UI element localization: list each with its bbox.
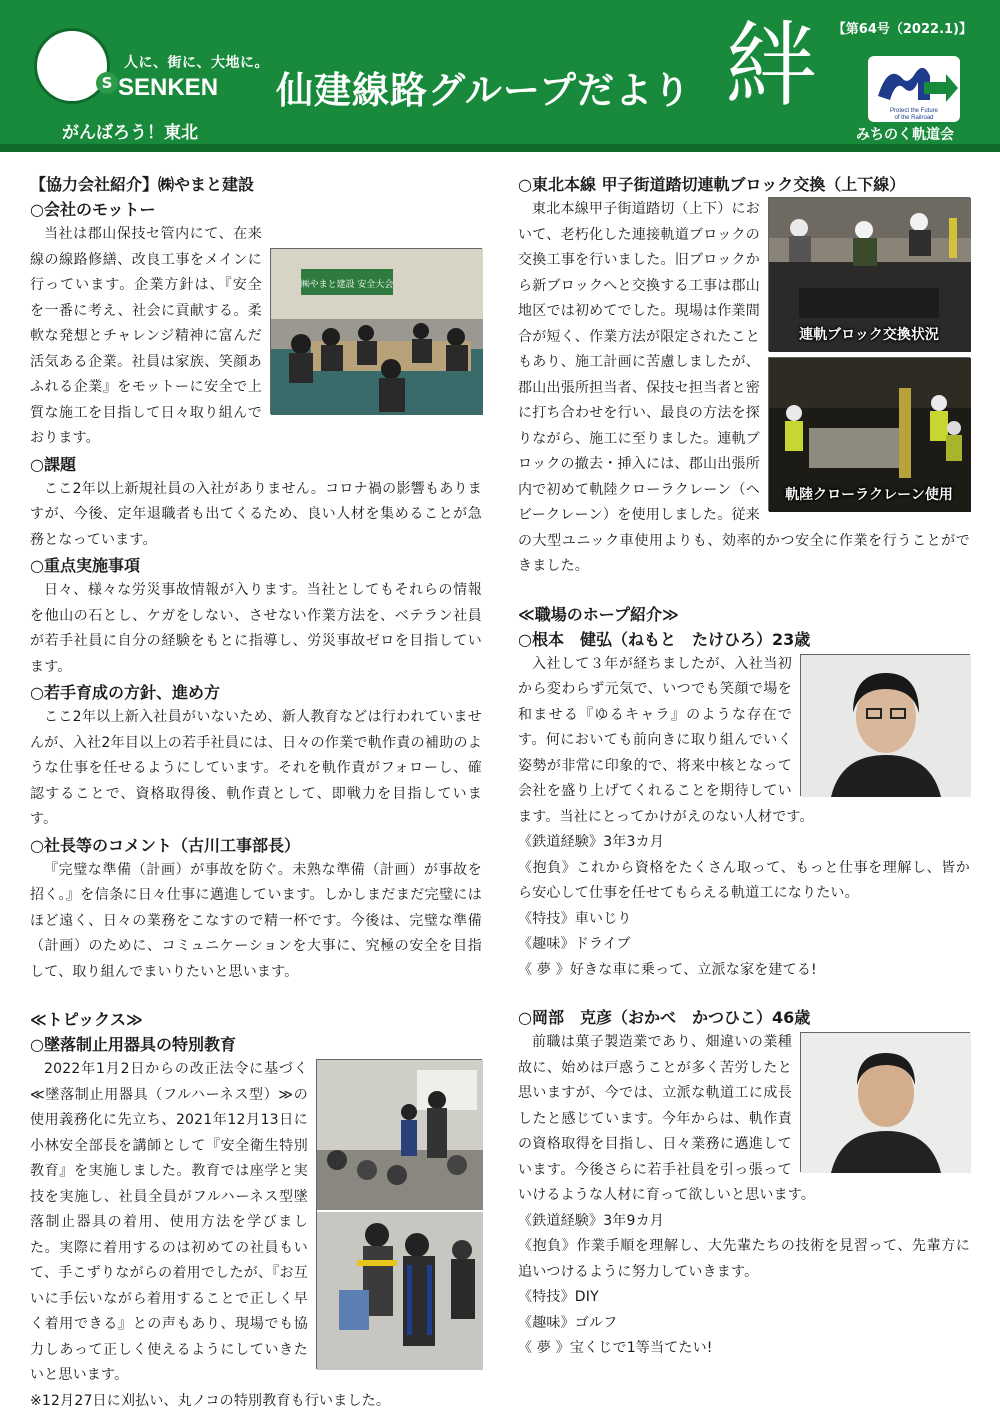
- nemoto-portrait: [800, 654, 970, 796]
- block-photos: [768, 197, 970, 511]
- profile1-text: 入社して３年が経ちましたが、入社当初から変わらず元気で、いつでも笑顔で場を和ませる『ゆるキャラ』のような存在です。何においても前向きに取り組んでいく姿勢が非常に印象的で、将来中核となって会社を盛り上げてくれることを期待しています。当社にとってかけがえのない人材です。: [518, 652, 970, 831]
- profile1-dream: 《 夢 》好きな車に乗って、立派な家を建てる!: [518, 958, 970, 984]
- profile1-heading: ○根本 健弘（ねもと たけひろ）23歳: [518, 627, 970, 652]
- president-text: 『完璧な準備（計画）が事故を防ぐ。未熟な準備（計画）が事故を招く。』を信条に日々仕事に邁進しています。しかしまだまだ完璧にはほど遠く、日々の業務をこなすので精一杯です。今後は、完璧な準備（計画）のために、コミュニケーションを大事に、究極の安全を目指して、取り組んでまいりたいと思います。: [30, 858, 482, 986]
- block-replacement-text: 東北本線甲子街道踏切（上下）において、老朽化した連接軌道ブロックの交換工事を行いました。旧ブロックから新ブロックへと交換する工事は郡山地区では初めてでした。現場は作業間合が短く、作業方法が限定されたこともあり、施工計画に苦慮しましたが、郡山出張所担当者、保技セ担当者と密に打ち合わせを行い、最良の方法を探りながら、施工に至りました。連軌ブロックの撤去・挿入には、郡山出張所内で初めて軌陸クローラクレーン（ヘビークレーン）を使用しました。従来の大型ユニック車使用よりも、効率的かつ安全に作業を行うことができました。: [518, 197, 970, 580]
- senken-logo: [34, 28, 110, 104]
- company-name: SENKEN: [118, 74, 218, 102]
- focus-heading: ○重点実施事項: [30, 553, 482, 578]
- photo-caption-crane: 軌陸クローラクレーン使用: [769, 484, 969, 504]
- profile1-hobby: 《趣味》ドライブ: [518, 932, 970, 958]
- profile1-goal: 《抱負》これから資格をたくさん取って、もっと仕事を理解し、皆から安心して仕事を任せてもらえる軌道工になりたい。: [518, 856, 970, 907]
- fall-arrest-text: 2022年1月2日からの改正法令に基づく≪墜落制止用器具（フルハーネス型）≫の使用義務化に先立ち、2021年12月13日に小林安全部長を講師として『安全衛生特別教育』を実施しました。教育では座学と実技を実施し、社員全員がフルハーネス型墜落制止器具の着用、使用方法を学びました。実際に着用するのは初めての社員もいて、手こずりながらの着用でしたが、『お互いに手伝いながら着用することで正しく早く着用できる』との声もあり、現場でも協力しあって正しく使えるようにしていきたいと思います。: [30, 1057, 482, 1389]
- youth-text: ここ2年以上新入社員がいないため、新人教育などは行われていませんが、入社2年目以上の若手社員には、日々の作業で軌作責の補助のような仕事を任せるようにしています。それを軌作責がフォローし、確認することで、資格取得後、軌作責として、即戦力を目指しています。: [30, 705, 482, 833]
- right-column: [518, 172, 970, 1362]
- hope-heading: ≪職場のホープ紹介≫: [518, 602, 970, 627]
- topics-heading: ≪トピックス≫: [30, 1007, 482, 1032]
- youth-heading: ○若手育成の方針、進め方: [30, 680, 482, 705]
- okabe-portrait: [800, 1032, 970, 1172]
- photo-caption-block: 連軌ブロック交換状況: [769, 324, 969, 344]
- svg-text:㈱やまと建設 安全大会: ㈱やまと建設 安全大会: [301, 278, 394, 290]
- issue-text: ここ2年以上新規社員の入社がありません。コロナ禍の影響もありますが、今後、定年退職者も出てくるため、良い人材を集めることが急務となっています。: [30, 477, 482, 554]
- profile2-experience: 《鉄道経験》3年9カ月: [518, 1209, 970, 1235]
- association-name: みちのく軌道会: [856, 124, 954, 144]
- kizuna-kanji: 絆: [725, 20, 817, 112]
- profile2-goal: 《抱負》作業手順を理解し、大先輩たちの技術を見習って、先輩方に追いつけるように努力していきます。: [518, 1234, 970, 1285]
- motto-text: 当社は郡山保技セ管内にて、在来線の線路修繕、改良工事をメインに行っています。企業方針は、『安全を一番に考え、社会に貢献する。柔軟な発想とチャレンジ精神に富んだ活気ある企業。社員は家族、笑顔あふれる企業』をモットーに安全で上質な施工を目指して日々取り組んでおります。: [30, 222, 482, 452]
- profile2-text: 前職は菓子製造業であり、畑違いの業種故に、始めは戸惑うことが多く苦労したと思いますが、今では、立派な軌道工に成長したと感じています。今年からは、軌作責の資格取得を目指し、日々業務に邁進しています。今後さらに若手社員を引っ張っていけるような人材に育って欲しいと思います。: [518, 1030, 970, 1209]
- block-replacement-photo: [768, 197, 970, 351]
- issue-number: 【第64号（2022.1)】: [833, 18, 972, 37]
- profile2-skill: 《特技》DIY: [518, 1285, 970, 1311]
- president-heading: ○社長等のコメント（古川工事部長）: [30, 833, 482, 858]
- crawler-crane-photo: [768, 357, 970, 511]
- issue-heading: ○課題: [30, 452, 482, 477]
- motto-heading: ○会社のモットー: [30, 197, 482, 222]
- harness-training-photos: [316, 1059, 482, 1369]
- svg-text:of the Railroad: of the Railroad: [894, 115, 933, 121]
- svg-text:Protect the Future: Protect the Future: [890, 108, 939, 114]
- logo-letter: S: [96, 72, 118, 94]
- newsletter-title: 仙建線路グループだより: [276, 60, 691, 114]
- michinoku-logo-icon: [868, 56, 960, 122]
- profile2-hobby: 《趣味》ゴルフ: [518, 1311, 970, 1337]
- slogan: 人に、街に、大地に。: [124, 52, 269, 72]
- masthead: [0, 0, 1000, 152]
- profile2-dream: 《 夢 》宝くじで1等当てたい!: [518, 1336, 970, 1362]
- profile1-experience: 《鉄道経験》3年3カ月: [518, 830, 970, 856]
- fall-arrest-note: ※12月27日に刈払い、丸ノコの特別教育も行いました。: [30, 1389, 482, 1414]
- fall-arrest-heading: ○墜落制止用器具の特別教育: [30, 1032, 482, 1057]
- section-title: 【協力会社紹介】㈱やまと建設: [30, 172, 482, 197]
- profile1-skill: 《特技》車いじり: [518, 907, 970, 933]
- cheer-text: がんばろう！東北: [62, 118, 198, 143]
- profile2-heading: ○岡部 克彦（おかべ かつひこ）46歳: [518, 1005, 970, 1030]
- block-replacement-heading: ○東北本線 甲子街道踏切連軌ブロック交換（上下線）: [518, 172, 970, 197]
- left-column: [30, 172, 482, 1414]
- focus-text: 日々、様々な労災事故情報が入ります。当社としてもそれらの情報を他山の石とし、ケガをしない、させない作業方法を、ベテラン社員が若手社員に自分の経験をもとに指導し、労災事故ゼロを目指しています。: [30, 578, 482, 680]
- safety-meeting-photo: [270, 248, 482, 414]
